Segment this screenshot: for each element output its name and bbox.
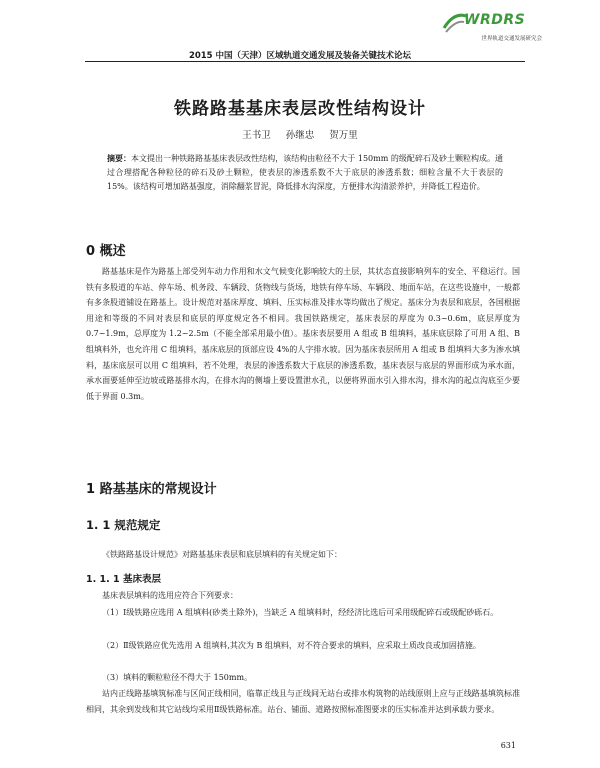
conference-header: 2015 中国（天津）区域轨道交通发展及装备关键技术论坛 bbox=[188, 51, 412, 61]
abstract-text: 本文提出一种铁路路基基床表层改性结构，该结构由粒径不大于 150mm 的级配碎石及砂土颗粒构成。通过合理搭配各种粒径的碎石及砂土颗粒，使表层的渗透系数不大于底层的渗透系数；细粒含量不大于表层的 15%。该结构可增加路基强度，消除翻浆冒泥，降低排水沟深度，方便排水沟清淤养护，并降低工程造价。 bbox=[107, 154, 503, 192]
section-1-1-heading: 1. 1 规范规定 bbox=[86, 518, 161, 532]
paper-title: 铁路路基基床表层改性结构设计 bbox=[174, 99, 426, 119]
abstract bbox=[107, 151, 503, 195]
station-standard-paragraph: 站内正线路基填筑标准与区间正线相同，临靠正线且与正线间无站台或排水构筑物的站线原则上应与正线路基填筑标准相同，其余到发线和其它站线均采用Ⅱ级铁路标准。站台、铺面、道路按照标准图要求的压实标准并达到承载力要求。 bbox=[86, 689, 520, 714]
section-1-1-1-heading: 1. 1. 1 基床表层 bbox=[86, 574, 161, 585]
page-number: 631 bbox=[500, 741, 516, 750]
header-rule bbox=[85, 61, 525, 62]
logo-subtitle: 世界轨道交通发展研究会 bbox=[481, 36, 542, 42]
section-1-1-1-intro: 基床表层填料的选用应符合下列要求： bbox=[102, 591, 238, 600]
wrdrs-logo bbox=[442, 10, 542, 46]
paper-authors: 王书卫 孙继忠 贺万里 bbox=[242, 130, 358, 141]
requirement-1: （1）Ⅰ级铁路应选用 A 组填料(砂类土除外)，当缺乏 A 组填料时，经经济比选后可采用级配碎石或级配砂砾石。 bbox=[102, 608, 499, 617]
logo-brand-text: WRDRS bbox=[464, 12, 526, 28]
requirement-2: （2）Ⅱ级铁路应优先选用 A 组填料,其次为 B 组填料，对不符合要求的填料，应采取土质改良或加固措施。 bbox=[102, 641, 481, 650]
requirement-3: （3）填料的颗粒粒径不得大于 150mm。 bbox=[102, 673, 253, 682]
section-0-heading: 0 概述 bbox=[86, 244, 126, 259]
abstract-label: 摘要： bbox=[107, 153, 132, 163]
section-0-paragraph: 路基基床是作为路基上部受列车动力作用和水文气候变化影响较大的土层，其状态直接影响列车的安全、平稳运行。国铁有多股道的车站、停车场、机务段、车辆段、货物线与货场，地铁有停车场、车辆段、地面车站，在这些设施中，一般都有多条股道铺设在路基上。设计规范对基床厚度、填料、压实标准及排水等均做出了规定。基床分为表层和底层，各国根据用途和等级的不同对表层和底层的厚度规定各不相同。我国铁路规定，基床表层的厚度为 0.3~0.6m，底层厚度为 0.7~1.9m，总厚度为 1.2~2.5m（不能全部采用最小值）。基床表层要用 A 组或 B 组填料，基床底层除了可用 A 组、B 组填料外，也允许用 C 组填料，基床底层的顶部应设 4%的人字排水坡。因为基床表层所用 A 组或 B 组填料大多为渗水填料，基床底层可以用 C 组填料，若不处理，表层的渗透系数大于底层的渗透系数，基床表层与底层的界面形成为承水面，承水面要延伸至边坡或路基排水沟，在排水沟的侧墙上要设置泄水孔，以便将界面水引入排水沟，排水沟的起点沟底至少要低于界面 0.3m。 bbox=[86, 267, 520, 401]
section-1-heading: 1 路基基床的常规设计 bbox=[86, 482, 217, 497]
section-1-1-paragraph: 《铁路路基设计规范》对路基基床表层和底层填料的有关规定如下： bbox=[102, 550, 342, 559]
